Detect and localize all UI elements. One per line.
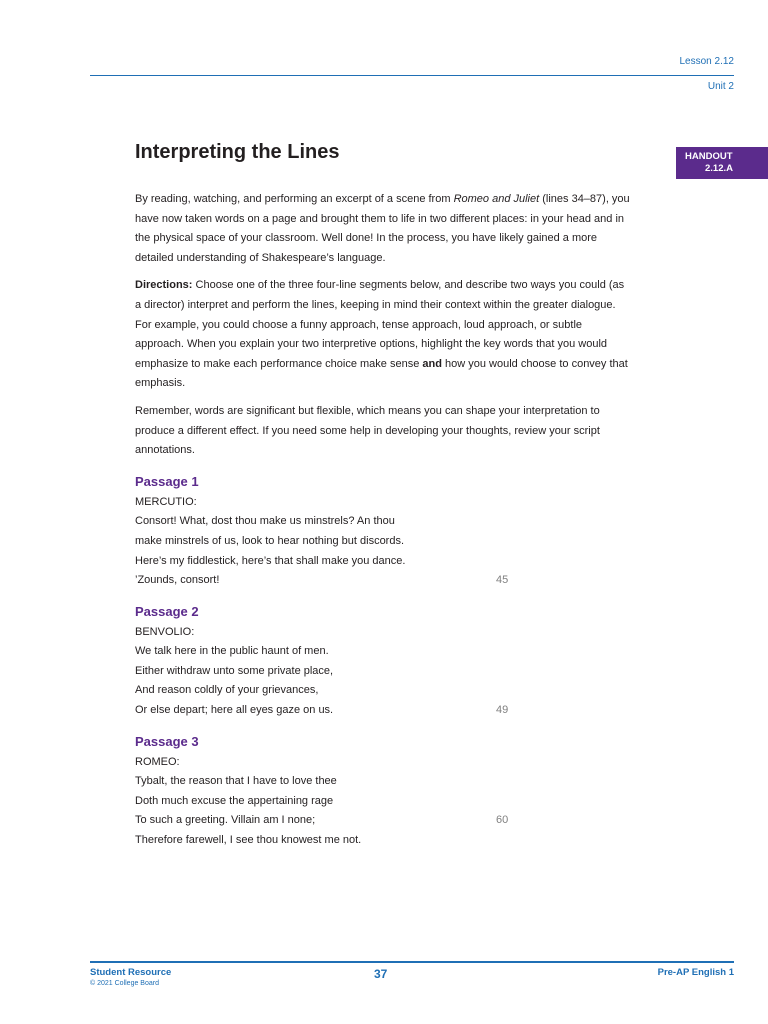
passage-3 [135, 733, 630, 851]
line-number: 45 [496, 574, 509, 587]
passage-line-text: ’Zounds, consort! [135, 574, 220, 587]
footer-course-label: Pre-AP English 1 [657, 967, 734, 978]
play-title: Romeo and Juliet [453, 193, 540, 205]
passage-line-text: To such a greeting. Villain am I none; [135, 814, 316, 827]
passage-line [135, 571, 630, 591]
line-number: 60 [496, 814, 509, 827]
passage-1 [135, 473, 630, 591]
passage-speaker: BENVOLIO: [135, 625, 195, 638]
header-rule [90, 75, 734, 76]
handout-badge [676, 147, 768, 179]
intro-text-before: By reading, watching, and performing an excerpt of a scene from [135, 193, 454, 205]
handout-badge-number: 2.12.A [705, 163, 733, 174]
passage-line [135, 811, 630, 831]
remember-paragraph: Remember, words are significant but flexible, which means you can shape your interpretation to produce a different effect. If you need some help in developing your thoughts, review your script annotations. [135, 404, 600, 457]
handout-badge-label: HANDOUT [685, 151, 733, 162]
passage-line: Consort! What, dost thou make us minstrels? An thou [135, 515, 395, 528]
directions-paragraph [135, 276, 630, 394]
directions-text-1: Choose one of the three four-line segments below, and describe two ways you could (as a director) interpret and perform the lines, keeping in mind their context within the greater dialogue. For example, you could choose a funny approach, tense approach, loud approach, or subtle approach. When you explain your two interpretive options, highlight the key words that you would emphasize to make each performance choice make sense [135, 279, 625, 370]
footer-rule [90, 961, 734, 963]
passage-line [135, 701, 630, 721]
passage-speaker: ROMEO: [135, 755, 180, 768]
passage-line: Here’s my fiddlestick, here’s that shall make you dance. [135, 554, 406, 567]
passage-heading: Passage 1 [135, 473, 199, 489]
passage-speaker: MERCUTIO: [135, 495, 197, 508]
line-number: 49 [496, 704, 509, 717]
page-number: 37 [374, 967, 388, 981]
passage-line: Therefore farewell, I see thou knowest me not. [135, 834, 362, 847]
handout-body [135, 190, 630, 863]
passage-heading: Passage 2 [135, 603, 199, 619]
unit-label: Unit 2 [707, 81, 734, 92]
directions-emphasis: and [422, 357, 442, 370]
lesson-label: Lesson 2.12 [679, 56, 734, 67]
footer-copyright: © 2021 College Board [90, 980, 159, 987]
passage-line: And reason coldly of your grievances, [135, 684, 319, 697]
directions-label: Directions: [135, 279, 193, 292]
passage-line: We talk here in the public haunt of men. [135, 645, 329, 658]
intro-paragraph [135, 190, 630, 268]
passage-line: Tybalt, the reason that I have to love thee [135, 775, 337, 788]
passage-line: Either withdraw unto some private place, [135, 664, 334, 677]
passage-line-text: Or else depart; here all eyes gaze on us. [135, 704, 334, 717]
footer-resource-label: Student Resource [90, 967, 172, 978]
passage-line: Doth much excuse the appertaining rage [135, 794, 334, 807]
directions-text-2: how you would choose to convey that emphasis. [135, 357, 628, 390]
passage-2 [135, 603, 630, 721]
passage-heading: Passage 3 [135, 733, 199, 749]
intro-text-after: (lines 34–87), you have now taken words on a page and brought them to life in two different places: in your head and in the physical space of your classroom. Well done! In the process, you have likely gained a more detailed understanding of Shakespeare’s language. [135, 193, 630, 264]
page-title: Interpreting the Lines [135, 141, 340, 163]
passage-line: make minstrels of us, look to hear nothing but discords. [135, 534, 405, 547]
